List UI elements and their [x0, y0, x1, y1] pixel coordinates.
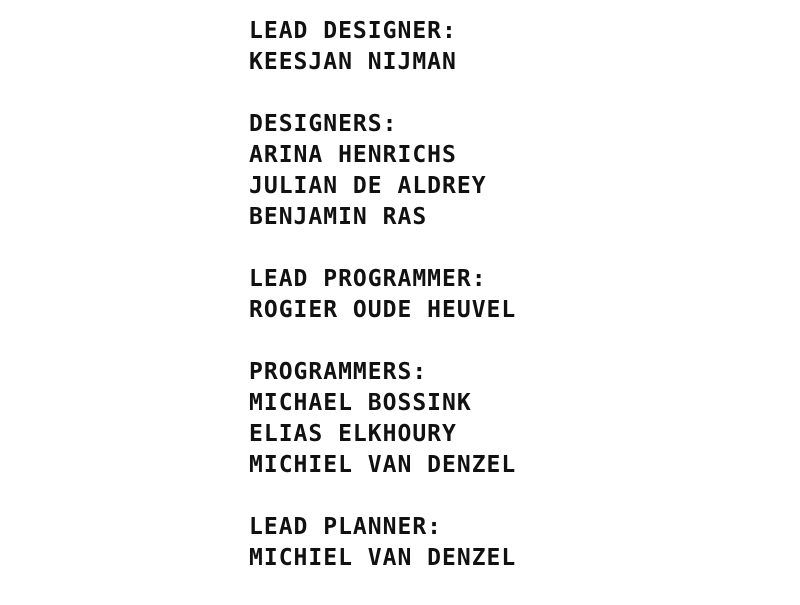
- section-title-designers: DESIGNERS:: [249, 111, 398, 137]
- credits-section-programmers: [249, 357, 789, 481]
- section-title-lead-programmer: LEAD PROGRAMMER:: [249, 266, 487, 292]
- credit-name: MICHIEL VAN DENZEL: [249, 545, 517, 571]
- credit-name: KEESJAN NIJMAN: [249, 49, 457, 75]
- credit-name: ELIAS ELKHOURY: [249, 421, 457, 447]
- credit-name: BENJAMIN RAS: [249, 204, 428, 230]
- credit-name: ROGIER OUDE HEUVEL: [249, 297, 517, 323]
- credits-section-lead-designer: [249, 16, 789, 78]
- credit-name: MICHAEL BOSSINK: [249, 390, 472, 416]
- credits-screen: [249, 16, 789, 605]
- credits-section-lead-planner: [249, 512, 789, 574]
- credit-name: JULIAN DE ALDREY: [249, 173, 487, 199]
- section-title-lead-designer: LEAD DESIGNER:: [249, 18, 457, 44]
- credit-name: MICHIEL VAN DENZEL: [249, 452, 517, 478]
- credits-section-designers: [249, 109, 789, 233]
- section-title-lead-planner: LEAD PLANNER:: [249, 514, 443, 540]
- section-title-programmers: PROGRAMMERS:: [249, 359, 428, 385]
- credit-name: ARINA HENRICHS: [249, 142, 457, 168]
- credits-section-lead-programmer: [249, 264, 789, 326]
